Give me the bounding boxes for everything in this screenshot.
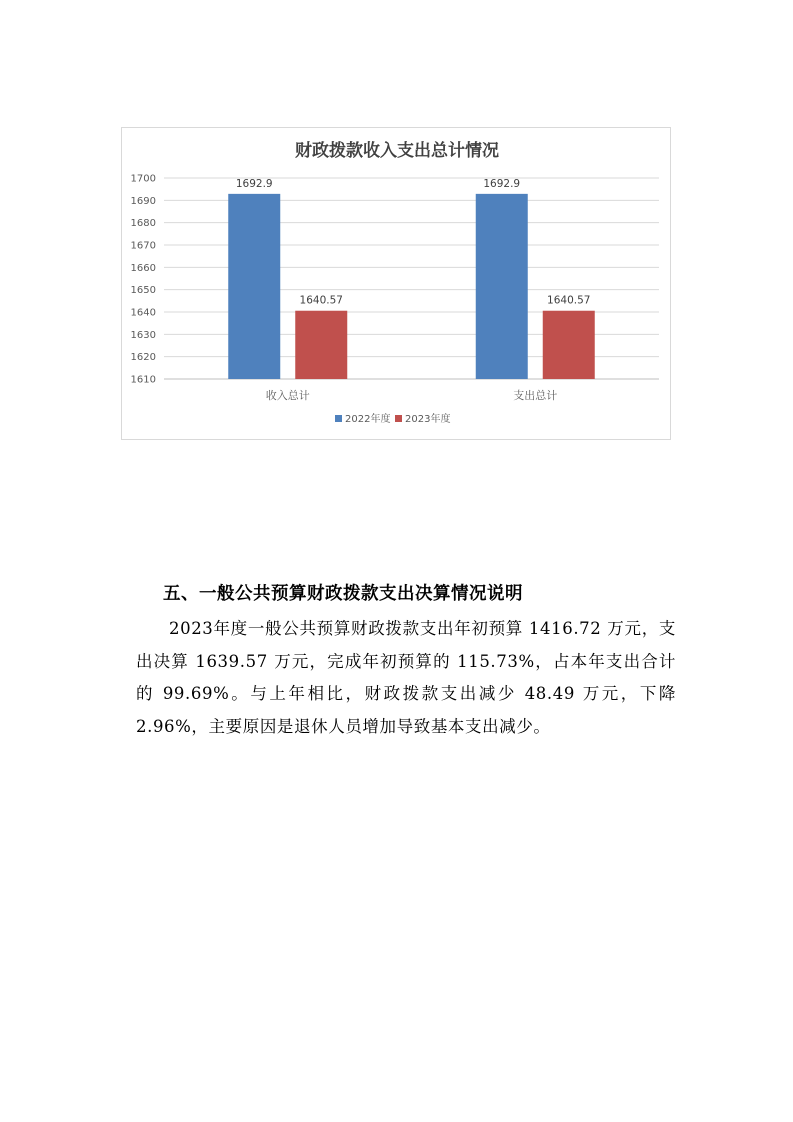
bar-2022年度-支出总计 bbox=[476, 194, 528, 379]
y-tick-label: 1700 bbox=[130, 173, 156, 185]
legend-label: 2022年度 bbox=[345, 414, 391, 425]
y-axis bbox=[131, 174, 156, 386]
data-label: 1640.57 bbox=[547, 294, 591, 307]
y-tick-label: 1620 bbox=[130, 352, 156, 364]
bar-2022年度-收入总计 bbox=[228, 194, 280, 379]
x-category-label: 支出总计 bbox=[513, 389, 558, 402]
legend-swatch bbox=[335, 415, 342, 422]
x-category-label: 收入总计 bbox=[265, 389, 310, 402]
data-label: 1692.9 bbox=[483, 177, 521, 190]
bar-2023年度-收入总计 bbox=[295, 311, 347, 379]
legend bbox=[335, 412, 450, 425]
bar-chart bbox=[122, 128, 672, 441]
data-labels bbox=[236, 178, 591, 307]
data-label: 1640.57 bbox=[299, 294, 343, 307]
data-label: 1692.9 bbox=[235, 177, 273, 190]
y-tick-label: 1660 bbox=[130, 262, 156, 274]
y-tick-label: 1650 bbox=[130, 285, 156, 297]
section-heading: 五、一般公共预算财政拨款支出决算情况说明 bbox=[163, 584, 523, 604]
bar-2023年度-支出总计 bbox=[543, 311, 595, 379]
y-tick-label: 1680 bbox=[130, 218, 156, 230]
legend-label: 2023年度 bbox=[405, 414, 451, 425]
y-tick-label: 1610 bbox=[130, 374, 156, 386]
y-tick-label: 1670 bbox=[130, 240, 156, 252]
x-axis bbox=[266, 388, 558, 402]
y-tick-label: 1690 bbox=[130, 195, 156, 207]
legend-swatch bbox=[395, 415, 402, 422]
bars bbox=[228, 194, 595, 379]
chart-title: 财政拨款收入支出总计情况 bbox=[295, 141, 499, 161]
chart-container bbox=[121, 127, 671, 440]
body-paragraph: 2023年度一般公共预算财政拨款支出年初预算 1416.72 万元，支出决算 1639.57 万元，完成年初预算的 115.73%，占本年支出合计的 99.69%。与上年相比，财政拨款支出减少 48.49 万元，下降 2.96%，主要原因是退休人员增加导致基本支出减少。 bbox=[136, 619, 676, 736]
y-tick-label: 1640 bbox=[130, 307, 156, 319]
y-tick-label: 1630 bbox=[130, 329, 156, 341]
